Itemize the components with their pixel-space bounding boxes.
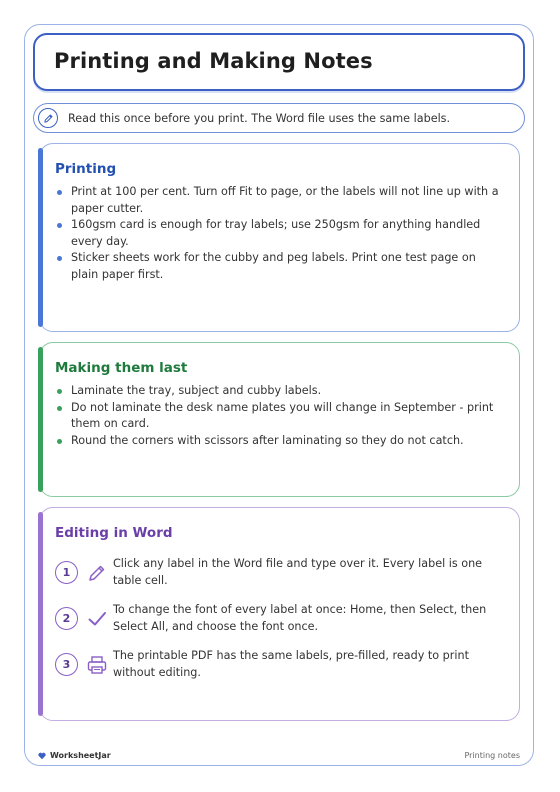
footer-page-label: Printing notes — [464, 751, 520, 760]
list-item: Sticker sheets work for the cubby and peg labels. Print one test page on plain paper first. — [56, 250, 506, 283]
step-2 — [55, 601, 505, 635]
footer-brand — [38, 751, 111, 760]
printing-section — [39, 143, 520, 332]
step-1 — [55, 555, 505, 589]
intro-text: Read this once before you print. The Word file uses the same labels. — [68, 111, 451, 125]
editing-in-word-section — [39, 507, 520, 721]
list-item: 160gsm card is enough for tray labels; use 250gsm for anything handled every day. — [56, 217, 506, 250]
list-item: Print at 100 per cent. Turn off Fit to page, or the labels will not line up with a paper cutter. — [56, 184, 506, 217]
checkmark-icon — [86, 608, 108, 630]
pencil-icon — [86, 562, 108, 584]
brand-name: WorksheetJar — [50, 751, 111, 760]
step-number: 2 — [55, 607, 78, 630]
bullet-list — [56, 184, 506, 283]
step-text: To change the font of every label at once: Home, then Select, then Select All, and choose the font once. — [113, 603, 487, 633]
making-them-last-section — [39, 342, 520, 497]
section-title: Printing — [55, 161, 117, 177]
intro-note — [33, 103, 525, 133]
printer-icon — [86, 654, 108, 676]
step-number: 1 — [55, 561, 78, 584]
title-banner — [33, 33, 525, 91]
page-title: Printing and Making Notes — [54, 49, 373, 73]
step-text: The printable PDF has the same labels, pre-filled, ready to print without editing. — [113, 649, 469, 679]
bullet-list — [56, 383, 506, 449]
list-item: Do not laminate the desk name plates you will change in September - print them on card. — [56, 400, 506, 433]
section-title: Editing in Word — [55, 525, 173, 541]
list-item: Laminate the tray, subject and cubby labels. — [56, 383, 506, 400]
step-number: 3 — [55, 653, 78, 676]
heart-icon — [38, 752, 46, 760]
list-item: Round the corners with scissors after laminating so they do not catch. — [56, 433, 506, 450]
section-title: Making them last — [55, 360, 188, 376]
step-3 — [55, 647, 505, 681]
step-text: Click any label in the Word file and type over it. Every label is one table cell. — [113, 557, 483, 587]
pencil-icon — [38, 108, 58, 128]
